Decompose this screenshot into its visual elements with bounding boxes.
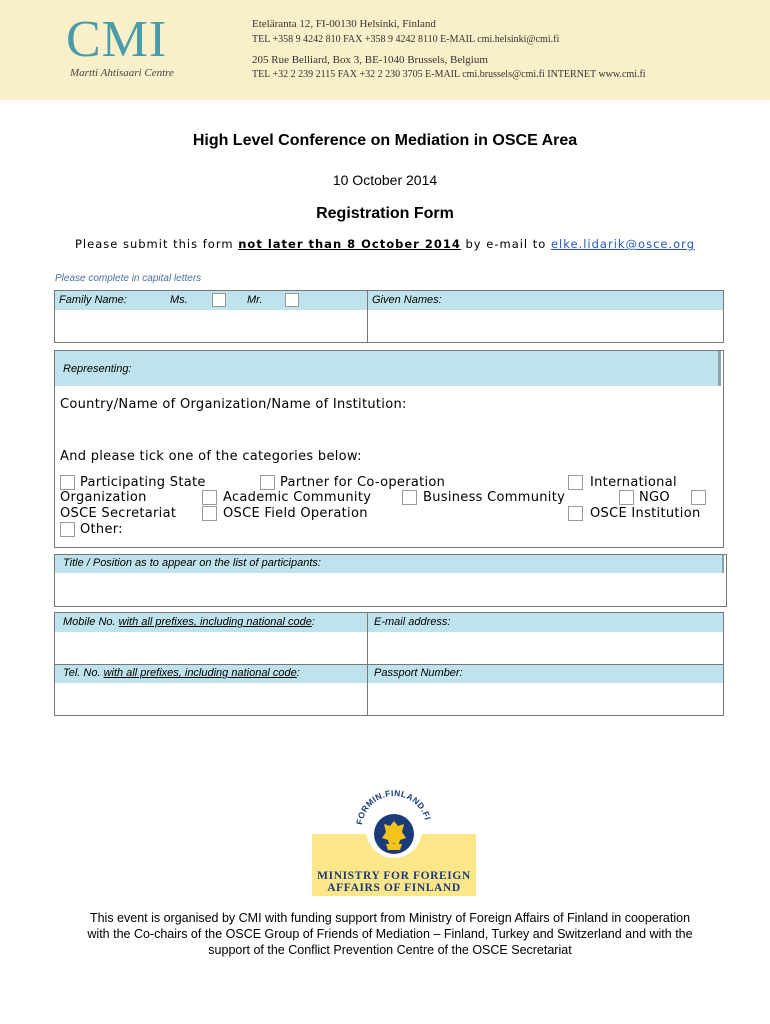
participating-state-label: Participating State xyxy=(80,475,206,490)
conference-date: 10 October 2014 xyxy=(332,172,438,188)
ministry-logo xyxy=(312,784,476,896)
representing-header-band xyxy=(55,351,721,386)
ngo-label: NGO xyxy=(639,490,670,505)
ms-checkbox[interactable] xyxy=(212,293,226,307)
tel-label-prefix: Tel. No. xyxy=(63,667,104,679)
brussels-contact: TEL +32 2 239 2115 FAX +32 2 230 3705 E-MAIL cmi.brussels@cmi.fi INTERNET www.cmi.fi xyxy=(252,69,646,80)
ministry-name-line2: AFFAIRS OF FINLAND xyxy=(327,882,461,894)
tel-label-suffix: : xyxy=(296,667,300,679)
passport-field[interactable] xyxy=(371,685,721,713)
cmi-logo: CMI xyxy=(66,11,168,68)
submit-deadline: not later than 8 October 2014 xyxy=(238,237,461,251)
field-operation-label: OSCE Field Operation xyxy=(223,506,368,521)
partner-checkbox[interactable] xyxy=(260,475,275,490)
mr-checkbox[interactable] xyxy=(285,293,299,307)
cmi-logo-subtitle: Martti Ahtisaari Centre xyxy=(70,67,174,79)
academic-checkbox[interactable] xyxy=(202,490,217,505)
name-section xyxy=(54,290,724,343)
given-names-label: Given Names: xyxy=(372,294,442,306)
mobile-label-underlined: with all prefixes, including national code xyxy=(118,616,312,628)
given-names-field[interactable] xyxy=(371,312,721,340)
finland-coat-of-arms-icon xyxy=(354,784,434,868)
osce-secretariat-checkbox[interactable] xyxy=(691,490,706,505)
academic-label: Academic Community xyxy=(223,490,372,505)
title-position-label: Title / Position as to appear on the list of participants: xyxy=(63,557,321,569)
ngo-checkbox[interactable] xyxy=(619,490,634,505)
capital-letters-hint: Please complete in capital letters xyxy=(55,273,202,284)
letterhead xyxy=(0,0,770,100)
family-name-field[interactable] xyxy=(57,312,363,340)
conference-title: High Level Conference on Mediation in OSCE Area xyxy=(192,132,578,149)
tel-label xyxy=(63,667,300,679)
submit-email-link[interactable]: elke.lidarik@osce.org xyxy=(550,237,695,251)
helsinki-contact: TEL +358 9 4242 810 FAX +358 9 4242 8110 E-MAIL cmi.helsinki@cmi.fi xyxy=(252,34,560,45)
mobile-label-suffix: : xyxy=(311,616,315,628)
ministry-arc-text: FORMIN.FINLAND.FI xyxy=(354,787,433,826)
contact-row-divider xyxy=(55,664,723,665)
footer-note: This event is organised by CMI with funding support from Ministry of Foreign Affairs of Finland in cooperation with the Co-chairs of the OSCE Group of Friends of Mediation – Finland, Turkey and Switzerland and with the support of the Conflict Prevention Centre of the OSCE Secretariat xyxy=(87,911,693,957)
ministry-name-line1: MINISTRY FOR FOREIGN xyxy=(317,870,471,882)
mobile-field[interactable] xyxy=(57,634,363,662)
other-checkbox[interactable] xyxy=(60,522,75,537)
ms-label: Ms. xyxy=(170,294,188,306)
submit-middle: by e-mail to xyxy=(460,237,551,251)
email-label: E-mail address: xyxy=(374,616,451,628)
family-name-label: Family Name: xyxy=(59,294,127,306)
participating-state-checkbox[interactable] xyxy=(60,475,75,490)
partner-label: Partner for Co-operation xyxy=(280,475,446,490)
name-divider xyxy=(367,291,368,342)
submit-instructions xyxy=(0,237,770,251)
representing-label: Representing: xyxy=(63,363,132,375)
osce-institution-checkbox[interactable] xyxy=(568,506,583,521)
brussels-address: 205 Rue Belliard, Box 3, BE-1040 Brussels, Belgium xyxy=(252,54,488,66)
passport-label: Passport Number: xyxy=(374,667,463,679)
business-label: Business Community xyxy=(423,490,566,505)
tick-prompt: And please tick one of the categories below: xyxy=(60,449,362,464)
field-operation-checkbox[interactable] xyxy=(202,506,217,521)
submit-prefix: Please submit this form xyxy=(75,237,239,251)
title-position-field[interactable] xyxy=(57,575,722,605)
form-title: Registration Form xyxy=(316,205,454,222)
mr-label: Mr. xyxy=(247,294,263,306)
osce-institution-label: OSCE Institution xyxy=(590,506,701,521)
email-field[interactable] xyxy=(371,634,721,662)
title-position-section xyxy=(54,554,727,607)
other-label: Other: xyxy=(80,522,123,537)
country-org-label: Country/Name of Organization/Name of Institution: xyxy=(60,397,407,412)
tel-label-underlined: with all prefixes, including national code xyxy=(103,667,297,679)
osce-secretariat-label: OSCE Secretariat xyxy=(60,506,177,521)
contact-divider xyxy=(367,613,368,715)
helsinki-address: Eteläranta 12, FI-00130 Helsinki, Finland xyxy=(252,18,436,30)
business-checkbox[interactable] xyxy=(402,490,417,505)
contact-section xyxy=(54,612,724,716)
mobile-label-prefix: Mobile No. xyxy=(63,616,119,628)
tel-field[interactable] xyxy=(57,685,363,713)
international-organization-checkbox[interactable] xyxy=(568,475,583,490)
international-label-line1: International xyxy=(590,475,677,490)
international-label-line2: Organization xyxy=(60,490,147,505)
mobile-label xyxy=(63,616,315,628)
